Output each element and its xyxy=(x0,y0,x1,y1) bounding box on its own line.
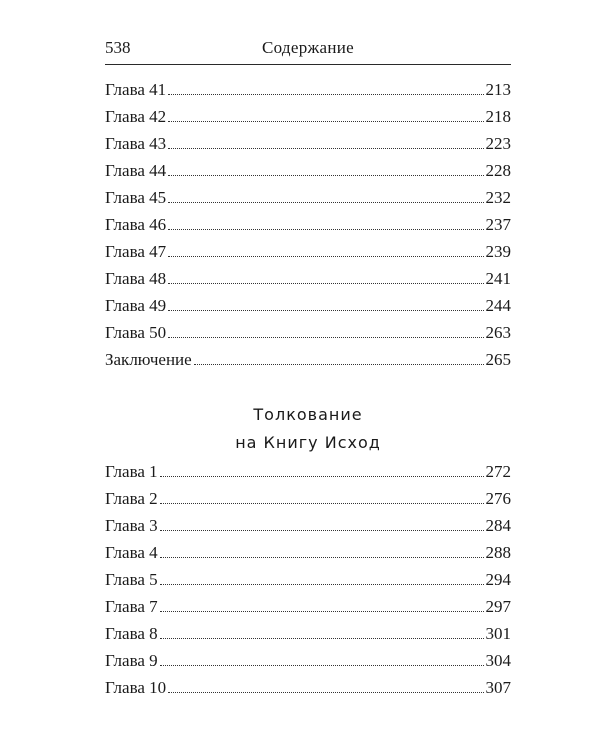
running-title: Содержание xyxy=(261,38,355,57)
toc-entry-label: Глава 47 xyxy=(105,242,167,261)
toc-entry-page: 265 xyxy=(485,350,511,369)
toc-entry-label: Глава 7 xyxy=(105,597,158,616)
toc-entry-page: 241 xyxy=(485,269,511,288)
dot-leader xyxy=(168,120,483,122)
dot-leader xyxy=(168,201,483,203)
toc-entry-label: Глава 4 xyxy=(105,543,158,562)
dot-leader xyxy=(160,556,484,558)
dot-leader xyxy=(168,147,483,149)
toc-entry-page: 239 xyxy=(485,242,511,261)
toc-entry-label: Глава 8 xyxy=(105,624,158,643)
dot-leader xyxy=(168,309,483,311)
toc-entry-page: 244 xyxy=(485,296,511,315)
dot-leader xyxy=(160,475,484,477)
dot-leader xyxy=(168,282,483,284)
toc-entry-label: Глава 48 xyxy=(105,269,167,288)
toc-entry-label: Глава 45 xyxy=(105,188,167,207)
dot-leader xyxy=(194,363,484,365)
toc-entry-label: Глава 49 xyxy=(105,296,167,315)
toc-entry-page: 228 xyxy=(485,161,511,180)
dot-leader xyxy=(168,255,483,257)
toc-entry-label: Глава 3 xyxy=(105,516,158,535)
toc-entry-page: 213 xyxy=(485,80,511,99)
toc-entry xyxy=(105,516,511,543)
section-heading-line1: Толкование xyxy=(253,405,363,424)
toc-entry xyxy=(105,134,511,161)
page-header xyxy=(105,34,511,65)
dot-leader xyxy=(160,529,484,531)
toc-list-part1 xyxy=(105,80,511,377)
toc-entry-page: 297 xyxy=(485,597,511,616)
toc-entry-page: 284 xyxy=(485,516,511,535)
dot-leader xyxy=(168,174,483,176)
toc-entry-page: 276 xyxy=(485,489,511,508)
toc-entry xyxy=(105,597,511,624)
toc-entry xyxy=(105,570,511,597)
toc-entry-page: 307 xyxy=(485,678,511,697)
section-heading xyxy=(105,401,511,457)
dot-leader xyxy=(160,502,484,504)
toc-entry-page: 263 xyxy=(485,323,511,342)
toc-entry-label: Глава 1 xyxy=(105,462,158,481)
toc-entry-label: Глава 43 xyxy=(105,134,167,153)
toc-entry-page: 218 xyxy=(485,107,511,126)
section-heading-line2: на Книгу Исход xyxy=(235,433,381,452)
toc-entry-label: Глава 9 xyxy=(105,651,158,670)
toc-entry-label: Глава 50 xyxy=(105,323,167,342)
toc-entry xyxy=(105,651,511,678)
toc-entry xyxy=(105,107,511,134)
toc-entry-page: 272 xyxy=(485,462,511,481)
dot-leader xyxy=(168,93,483,95)
toc-entry-label: Заключение xyxy=(105,350,192,369)
toc-entry xyxy=(105,188,511,215)
toc-entry xyxy=(105,296,511,323)
toc-entry-label: Глава 5 xyxy=(105,570,158,589)
toc-entry-page: 294 xyxy=(485,570,511,589)
toc-entry xyxy=(105,80,511,107)
toc-entry-page: 304 xyxy=(485,651,511,670)
toc-list-part2 xyxy=(105,462,511,705)
toc-entry-page: 288 xyxy=(485,543,511,562)
toc-entry-label: Глава 46 xyxy=(105,215,167,234)
toc-entry-label: Глава 44 xyxy=(105,161,167,180)
dot-leader xyxy=(160,664,484,666)
toc-entry xyxy=(105,678,511,705)
toc-entry xyxy=(105,462,511,489)
toc-entry xyxy=(105,350,511,377)
toc-entry-label: Глава 42 xyxy=(105,107,167,126)
toc-entry xyxy=(105,543,511,570)
toc-entry-page: 223 xyxy=(485,134,511,153)
toc-entry xyxy=(105,489,511,516)
toc-entry-page: 237 xyxy=(485,215,511,234)
dot-leader xyxy=(160,583,484,585)
dot-leader xyxy=(160,610,484,612)
dot-leader xyxy=(168,336,483,338)
toc-entry xyxy=(105,323,511,350)
toc-entry-label: Глава 2 xyxy=(105,489,158,508)
toc-entry xyxy=(105,624,511,651)
toc-entry xyxy=(105,215,511,242)
toc-entry xyxy=(105,242,511,269)
toc-entry-page: 232 xyxy=(485,188,511,207)
toc-entry xyxy=(105,269,511,296)
page-number: 538 xyxy=(105,38,131,57)
toc-entry-label: Глава 10 xyxy=(105,678,167,697)
dot-leader xyxy=(160,637,484,639)
toc-entry-label: Глава 41 xyxy=(105,80,167,99)
toc-entry xyxy=(105,161,511,188)
dot-leader xyxy=(168,691,483,693)
dot-leader xyxy=(168,228,483,230)
toc-entry-page: 301 xyxy=(485,624,511,643)
